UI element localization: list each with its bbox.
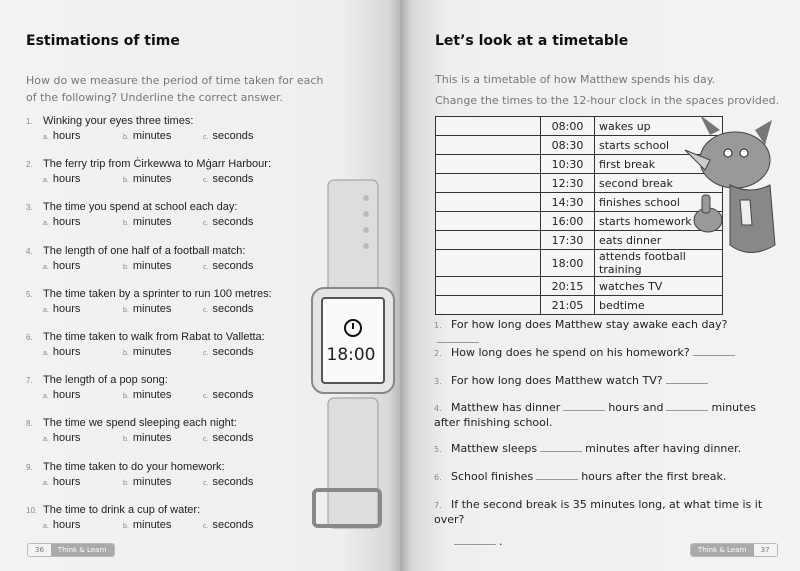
option-letter: a.	[43, 177, 49, 185]
question-text: The length of a pop song:	[43, 374, 168, 387]
option-letter: c.	[203, 436, 209, 444]
answer-option[interactable]	[203, 215, 283, 231]
question-text: The time we spend sleeping each night:	[43, 417, 237, 430]
activity-cell: wakes up	[595, 117, 723, 136]
answer-option[interactable]	[203, 431, 283, 447]
answer-cell[interactable]	[436, 155, 541, 174]
question-text: The ferry trip from Ċirkewwa to Mġarr Harbour:	[43, 158, 271, 171]
option-label: hours	[52, 302, 81, 315]
option-letter: c.	[203, 177, 209, 185]
option-label: hours	[52, 432, 81, 445]
option-label: seconds	[212, 346, 254, 358]
option-label: minutes	[132, 130, 172, 142]
question-item	[26, 503, 283, 534]
timetable-row	[436, 277, 723, 296]
question-item	[26, 330, 283, 361]
instructions: How do we measure the period of time taken for each of the following? Underline the correct answer.	[26, 74, 324, 104]
question-number: 3.	[434, 377, 442, 386]
answer-option[interactable]	[203, 345, 283, 361]
page-title: Estimations of time	[26, 33, 180, 49]
time-cell: 17:30	[541, 231, 595, 250]
option-label: hours	[52, 216, 81, 229]
question-item	[26, 157, 283, 188]
answer-option[interactable]	[123, 129, 203, 145]
option-letter: c.	[203, 479, 209, 487]
option-letter: b.	[123, 436, 129, 444]
option-label: minutes	[132, 173, 172, 186]
option-letter: b.	[123, 479, 129, 487]
option-letter: a.	[43, 479, 49, 487]
question-text: The time taken to do your homework:	[43, 460, 225, 473]
question-number: 7.	[434, 501, 442, 510]
time-cell: 14:30	[541, 193, 595, 212]
option-letter: c.	[203, 263, 209, 271]
question-number: 9.	[26, 462, 33, 472]
answer-option[interactable]	[203, 518, 283, 534]
option-label: seconds	[212, 389, 254, 402]
option-letter: b.	[123, 263, 129, 271]
answer-blank[interactable]	[454, 537, 496, 545]
option-letter: c.	[203, 220, 209, 228]
question-number: 5.	[434, 445, 442, 454]
option-label: seconds	[212, 302, 254, 315]
watch-time: 18:00	[326, 345, 376, 365]
question-item	[434, 374, 774, 389]
question-text: School finishes	[451, 470, 534, 483]
question-item	[26, 244, 283, 275]
time-cell: 10:30	[541, 155, 595, 174]
page-number: 37	[754, 544, 777, 556]
option-label: hours	[52, 389, 81, 402]
activity-cell: first break	[595, 155, 723, 174]
answer-option[interactable]	[203, 388, 283, 404]
question-number: 2.	[26, 160, 33, 170]
question-number: 3.	[26, 203, 33, 213]
page-footer-right	[690, 543, 778, 557]
question-text: The time you spend at school each day:	[43, 201, 238, 214]
question-text: Matthew has dinner	[451, 401, 561, 414]
question-number: 1.	[26, 117, 33, 126]
question-item	[26, 416, 283, 447]
time-cell: 20:15	[541, 277, 595, 296]
option-label: seconds	[212, 130, 254, 142]
answer-blank[interactable]	[536, 472, 578, 480]
question-item	[26, 287, 283, 318]
answer-option[interactable]	[43, 259, 123, 275]
activity-cell: eats dinner	[595, 231, 723, 250]
page-footer	[27, 543, 115, 557]
answer-cell[interactable]	[436, 277, 541, 296]
option-label: minutes	[132, 389, 172, 402]
question-item	[26, 114, 283, 145]
question-text: The time to drink a cup of water:	[43, 503, 201, 516]
answer-option[interactable]	[43, 475, 123, 491]
option-letter: c.	[203, 393, 209, 401]
option-label: minutes	[132, 432, 172, 445]
option-label: minutes	[132, 216, 172, 229]
question-text: Winking your eyes three times:	[43, 115, 194, 127]
intro-line-2: Change the times to the 12-hour clock in the spaces provided.	[435, 94, 780, 107]
answer-option[interactable]	[123, 431, 203, 447]
activity-cell: starts school	[595, 136, 723, 155]
option-letter: a.	[43, 220, 49, 228]
question-text: For how long does Matthew stay awake each day?	[451, 318, 728, 331]
answer-cell[interactable]	[436, 174, 541, 193]
option-label: hours	[52, 346, 81, 358]
answer-blank[interactable]	[666, 403, 708, 411]
option-letter: b.	[123, 134, 129, 141]
answer-cell[interactable]	[436, 212, 541, 231]
option-label: hours	[52, 173, 81, 186]
activity-cell: starts homework	[595, 212, 723, 231]
answer-option[interactable]	[203, 129, 283, 145]
question-number: 6.	[434, 473, 442, 482]
option-letter: a.	[43, 522, 49, 530]
option-letter: c.	[203, 306, 209, 314]
question-number: 4.	[434, 404, 442, 413]
answer-option[interactable]	[123, 215, 203, 231]
question-item	[434, 442, 774, 457]
timetable-row	[436, 296, 723, 315]
question-number: 7.	[26, 376, 33, 386]
option-label: hours	[52, 130, 81, 142]
question-item	[26, 373, 283, 404]
question-item	[434, 346, 774, 361]
question-item: 7. If the second break is 35 minutes long, at what time is it over? .	[434, 498, 763, 548]
question-text: hours after the first break.	[581, 470, 727, 483]
option-label: seconds	[212, 173, 254, 186]
option-label: seconds	[212, 259, 254, 272]
answer-option[interactable]	[123, 172, 203, 188]
question-number: 10.	[26, 505, 38, 515]
answer-blank[interactable]	[540, 444, 582, 452]
answer-option[interactable]	[203, 475, 283, 491]
question-text: minutes after having dinner.	[585, 442, 742, 455]
time-cell: 16:00	[541, 212, 595, 231]
option-label: minutes	[132, 259, 172, 272]
activity-cell: attends football training	[595, 250, 723, 277]
question-item	[26, 460, 283, 491]
answer-cell[interactable]	[436, 193, 541, 212]
option-letter: a.	[43, 306, 49, 314]
question-text: How long does he spend on his homework?	[451, 346, 690, 359]
time-cell: 12:30	[541, 174, 595, 193]
option-label: hours	[52, 259, 81, 272]
time-cell: 21:05	[541, 296, 595, 315]
question-text: The length of one half of a football match:	[43, 244, 246, 257]
question-text: minutes after finishing school.	[434, 401, 756, 429]
question-number: 8.	[26, 419, 33, 429]
answer-cell[interactable]	[436, 136, 541, 155]
time-cell: 18:00	[541, 250, 595, 277]
question-item	[434, 401, 774, 430]
answer-option[interactable]	[123, 388, 203, 404]
option-letter: a.	[43, 263, 49, 271]
answer-option[interactable]	[43, 388, 123, 404]
option-label: minutes	[132, 302, 172, 315]
option-label: seconds	[212, 475, 254, 488]
option-letter: b.	[123, 306, 129, 314]
option-letter: b.	[123, 350, 129, 357]
option-label: minutes	[132, 475, 172, 488]
answer-option[interactable]	[123, 475, 203, 491]
time-cell: 08:00	[541, 117, 595, 136]
question-item	[434, 318, 774, 347]
option-letter: a.	[43, 393, 49, 401]
activity-cell: finishes school	[595, 193, 723, 212]
answer-option[interactable]	[123, 259, 203, 275]
question-text: The time taken by a sprinter to run 100 metres:	[43, 287, 272, 300]
answer-blank[interactable]	[666, 376, 708, 384]
answer-option[interactable]	[203, 302, 283, 318]
answer-option[interactable]	[43, 215, 123, 231]
activity-cell: watches TV	[595, 277, 723, 296]
answer-option[interactable]	[123, 345, 203, 361]
page-number: 36	[28, 544, 51, 556]
option-letter: a.	[43, 350, 49, 357]
answer-blank[interactable]	[693, 348, 735, 356]
question-number: 4.	[26, 246, 33, 256]
page-title-right: Let’s look at a timetable	[435, 33, 629, 49]
question-text: For how long does Matthew watch TV?	[451, 374, 663, 387]
question-text: The time taken to walk from Rabat to Valletta:	[43, 331, 265, 343]
option-label: hours	[52, 518, 81, 531]
answer-option[interactable]	[43, 345, 123, 361]
question-text: If the second break is 35 minutes long, at what time is it over?	[434, 498, 763, 526]
option-letter: b.	[123, 522, 129, 530]
intro-line-1: This is a timetable of how Matthew spends his day.	[435, 73, 716, 86]
option-letter: b.	[123, 177, 129, 185]
option-label: minutes	[132, 518, 172, 531]
answer-cell[interactable]	[436, 231, 541, 250]
answer-option[interactable]	[203, 172, 283, 188]
answer-option[interactable]	[43, 129, 123, 145]
question-number: 1.	[434, 321, 442, 330]
answer-option[interactable]	[43, 172, 123, 188]
question-number: 5.	[26, 289, 33, 299]
option-letter: c.	[203, 522, 209, 530]
option-label: seconds	[212, 518, 254, 531]
answer-cell[interactable]	[436, 296, 541, 315]
option-letter: c.	[203, 134, 209, 141]
option-label: minutes	[132, 346, 172, 358]
answer-blank[interactable]	[437, 335, 479, 343]
answer-option[interactable]	[43, 518, 123, 534]
option-letter: a.	[43, 134, 49, 141]
activity-cell: bedtime	[595, 296, 723, 315]
option-letter: b.	[123, 393, 129, 401]
question-item	[434, 470, 774, 485]
answer-option[interactable]	[43, 431, 123, 447]
question-text: Matthew sleeps	[451, 442, 538, 455]
option-label: seconds	[212, 432, 254, 445]
option-label: seconds	[212, 216, 254, 229]
answer-option[interactable]	[123, 302, 203, 318]
time-cell: 08:30	[541, 136, 595, 155]
answer-cell[interactable]	[436, 250, 541, 277]
brand-label: Think & Learn	[51, 544, 114, 556]
activity-cell: second break	[595, 174, 723, 193]
answer-option[interactable]	[123, 518, 203, 534]
question-number: 6.	[26, 333, 33, 342]
question-item	[26, 200, 283, 231]
answer-option[interactable]	[203, 259, 283, 275]
option-letter: b.	[123, 220, 129, 228]
option-letter: c.	[203, 350, 209, 357]
rhino-mascot-illustration	[680, 115, 780, 275]
question-text: hours and	[608, 401, 664, 414]
answer-blank[interactable]	[563, 403, 605, 411]
option-label: hours	[52, 475, 81, 488]
option-letter: a.	[43, 436, 49, 444]
question-number: 2.	[434, 349, 442, 358]
answer-option[interactable]	[43, 302, 123, 318]
brand-label: Think & Learn	[691, 544, 754, 556]
answer-cell[interactable]	[436, 117, 541, 136]
